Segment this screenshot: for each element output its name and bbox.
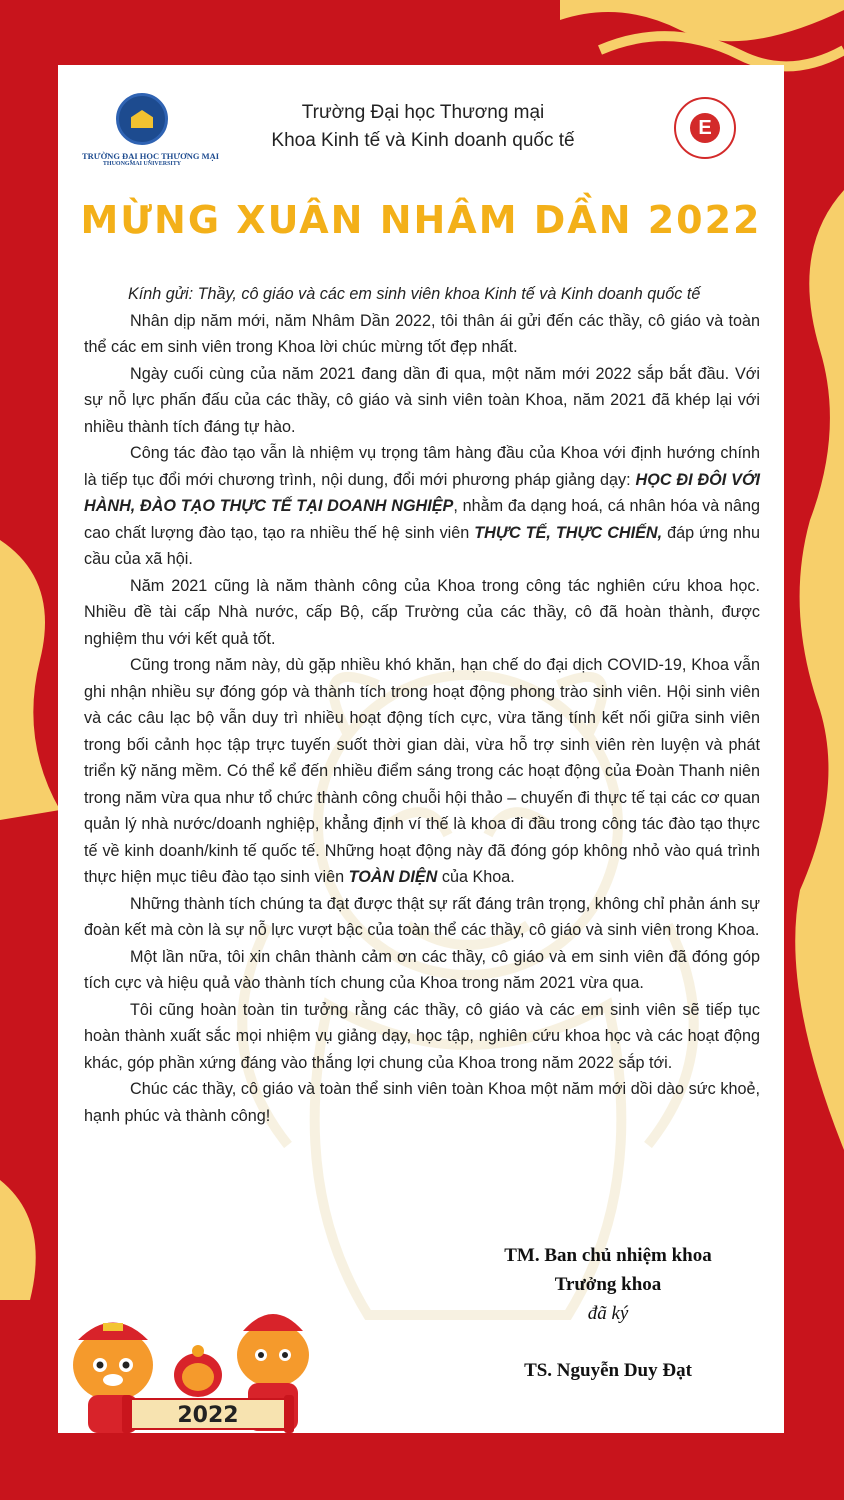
paragraph-3-text-a: Công tác đào tạo vẫn là nhiệm vụ trọng tâm hàng đầu của Khoa với định hướng chính là tiếp tục đổi mới chương trình, nội dung, đổi mới phương pháp giảng dạy: xyxy=(84,444,760,489)
paragraph-5-text-c: của Khoa. xyxy=(437,868,515,886)
paragraph-3-text-e: đáp ứng nhu cầu của xã hội. xyxy=(84,523,760,568)
letter-body xyxy=(84,281,760,1129)
university-logo-name-en: THUONGMAI UNIVERSITY xyxy=(102,161,182,167)
gold-cloud-bottom-left xyxy=(0,1180,60,1300)
faculty-logo-letter: E xyxy=(690,113,720,143)
page-title: MỪNG XUÂN NHÂM DẦN 2022 xyxy=(80,198,762,242)
university-logo-name: TRƯỜNG ĐẠI HỌC THƯƠNG MẠI xyxy=(82,151,220,161)
tiger-middle-icon xyxy=(174,1345,222,1397)
signature-title: TM. Ban chủ nhiệm khoa xyxy=(504,1245,712,1266)
greeting: Kính gửi: Thầy, cô giáo và các em sinh viên khoa Kinh tế và Kinh doanh quốc tế xyxy=(128,285,701,303)
letter-header xyxy=(58,85,784,200)
letter-paper xyxy=(58,65,784,1433)
paragraph-3 xyxy=(84,440,760,573)
paragraph-3-highlight-1: HỌC ĐI ĐÔI VỚI HÀNH, ĐÀO TẠO THỰC TẾ TẠI DOANH NGHIỆP xyxy=(84,470,760,515)
paragraph-5-text-a: Cũng trong năm này, dù gặp nhiều khó khăn, hạn chế do đại dịch COVID-19, Khoa vẫn ghi nhận nhiều sự đóng góp và thành tích trong hoạt động phong trào sinh viên. Hội sinh viên và các câu lạc bộ vẫn duy trì nhiều hoạt động tích cực, vừa tăng tính kết nối giữa sinh viên trong bối cảnh học tập trực tuyến suốt thời gian dài, vừa hỗ trợ sinh viên rèn luyện và phát triển kỹ năng mềm. Có thể kể đến nhiều điểm sáng trong các hoạt động của Đoàn Thanh niên trong năm vừa qua như tổ chức thành công chuỗi hội thảo – chuyến đi thực tế tại các cơ quan quản lý nhà nước/doanh nghiệp, khẳng định ví thế là khoa đi đầu trong công tác đào tạo thực tế về kinh doanh/kinh tế quốc tế. Những hoạt động này đã đóng góp không nhỏ vào quá trình thực hiện mục tiêu đào tạo sinh viên xyxy=(84,656,760,886)
paragraph-3-text-c: , nhằm đa dạng hoá, cá nhân hóa và nâng cao chất lượng đào tạo, tạo ra nhiều thế hệ sinh viên xyxy=(84,497,760,542)
year-banner-text: 2022 xyxy=(177,1403,239,1428)
year-banner xyxy=(122,1395,294,1433)
signature-signed: đã ký xyxy=(587,1303,629,1324)
university-logo xyxy=(82,93,220,193)
paragraph-1: Nhân dịp năm mới, năm Nhâm Dần 2022, tôi thân ái gửi đến các thầy, cô giáo và toàn thể các em sinh viên trong Khoa lời chúc mừng tốt đẹp nhất. xyxy=(84,311,760,356)
signature-role: Trưởng khoa xyxy=(554,1274,662,1295)
tiger-mascots-decoration xyxy=(58,1295,358,1433)
faculty-logo xyxy=(674,97,736,159)
paragraph-7: Một lần nữa, tôi xin chân thành cảm ơn các thầy, cô giáo và em sinh viên đã đóng góp tích cực và hiệu quả vào thành tích chung của Khoa trong năm 2021 vừa qua. xyxy=(84,947,760,992)
faculty-name: Khoa Kinh tế và Kinh doanh quốc tế xyxy=(271,130,575,151)
paragraph-5-highlight: TOÀN DIỆN xyxy=(348,868,438,886)
gold-cloud-right xyxy=(780,190,844,1150)
signature-name: TS. Nguyễn Duy Đạt xyxy=(524,1360,692,1381)
paragraph-2: Ngày cuối cùng của năm 2021 đang dần đi qua, một năm mới 2022 sắp bắt đầu. Với sự nỗ lực phấn đấu của các thầy, cô giáo và sinh viên toàn Khoa, năm 2021 đã khép lại với nhiều thành tích đáng tự hào. xyxy=(84,364,760,436)
paragraph-3-highlight-2: THỰC TẾ, THỰC CHIẾN, xyxy=(474,523,663,542)
university-emblem-icon xyxy=(116,93,168,145)
paragraph-8: Tôi cũng hoàn toàn tin tưởng rằng các thầy, cô giáo và các em sinh viên sẽ tiếp tục hoàn thành xuất sắc mọi nhiệm vụ giảng dạy, học tập, nghiên cứu khoa học và các hoạt động khác, góp phần xứng đáng vào thắng lợi chung của Khoa trong năm 2022 sắp tới. xyxy=(84,1000,760,1072)
paragraph-9: Chúc các thầy, cô giáo và toàn thể sinh viên toàn Khoa một năm mới dồi dào sức khoẻ, hạnh phúc và thành công! xyxy=(84,1080,760,1125)
paragraph-4: Năm 2021 cũng là năm thành công của Khoa trong công tác nghiên cứu khoa học. Nhiều đề tài cấp Nhà nước, cấp Bộ, cấp Trường của các thầy, cô đã hoàn thành, được nghiệm thu với kết quả tốt. xyxy=(84,576,760,648)
paragraph-5 xyxy=(84,652,760,891)
header-text xyxy=(218,99,628,155)
university-name: Trường Đại học Thương mại xyxy=(301,102,545,123)
signature-block xyxy=(478,1241,738,1385)
paragraph-6: Những thành tích chúng ta đạt được thật sự rất đáng trân trọng, không chỉ phản ánh sự đoàn kết mà còn là sự nỗ lực vượt bậc của toàn thể các thầy, cô giáo và sinh viên trong Khoa. xyxy=(84,894,760,939)
